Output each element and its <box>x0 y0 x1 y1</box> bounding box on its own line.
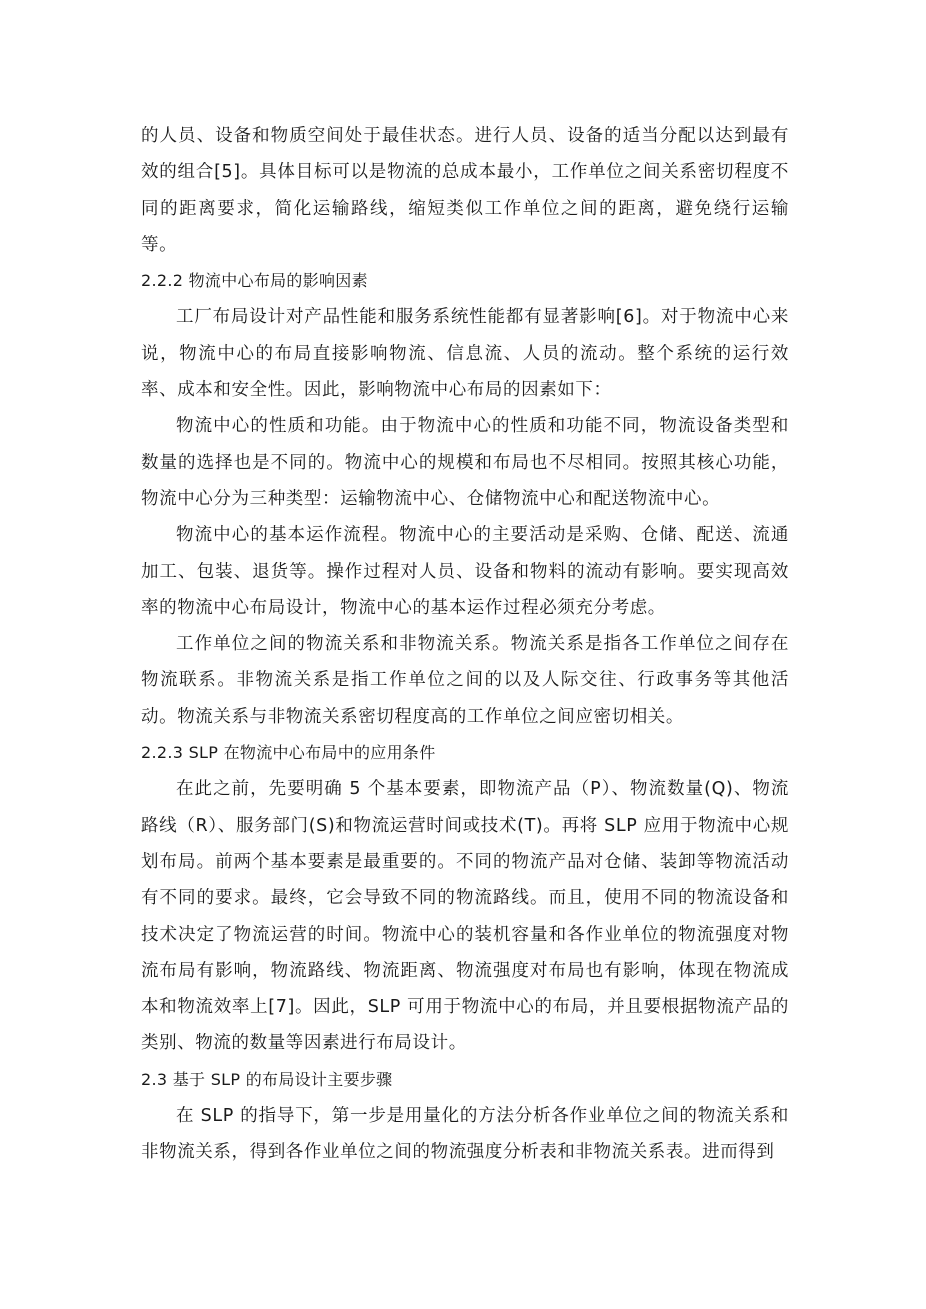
paragraph-nature-and-function: 物流中心的性质和功能。由于物流中心的性质和功能不同，物流设备类型和数量的选择也是不同的。物流中心的规模和布局也不尽相同。按照其核心功能，物流中心分为三种类型：运输物流中心、仓储物流中心和配送物流中心。 <box>141 416 789 509</box>
section-heading-2-2-3: 2.2.3 SLP 在物流中心布局中的应用条件 <box>141 743 436 763</box>
section-heading-2-2-2: 2.2.2 物流中心布局的影响因素 <box>141 271 368 291</box>
paragraph-logistics-relations: 工作单位之间的物流关系和非物流关系。物流关系是指各工作单位之间存在物流联系。非物流关系是指工作单位之间的以及人际交往、行政事务等其他活动。物流关系与非物流关系密切程度高的工作单位之间应密切相关。 <box>141 634 789 727</box>
paragraph-slp-conditions: 在此之前，先要明确 5 个基本要素，即物流产品（P）、物流数量(Q)、物流路线（R）、服务部门(S)和物流运营时间或技术(T)。再将 SLP 应用于物流中心规划布局。前两个基本要素是最重要的。不同的物流产品对仓储、装卸等物流活动有不同的要求。最终，它会导致不同的物流路线。而且，使用不同的物流设备和技术决定了物流运营的时间。物流中心的装机容量和各作业单位的物流强度对物流布局有影响，物流路线、物流距离、物流强度对布局也有影响，体现在物流成本和物流效率上[7]。因此，SLP 可用于物流中心的布局，并且要根据物流产品的类别、物流的数量等因素进行布局设计。 <box>141 779 789 1054</box>
paragraph-basic-operation-process: 物流中心的基本运作流程。物流中心的主要活动是采购、仓储、配送、流通加工、包装、退货等。操作过程对人员、设备和物料的流动有影响。要实现高效率的物流中心布局设计，物流中心的基本运作过程必须充分考虑。 <box>141 525 789 618</box>
section-heading-2-3: 2.3 基于 SLP 的布局设计主要步骤 <box>141 1069 393 1089</box>
paragraph-layout-design-impact: 工厂布局设计对产品性能和服务系统性能都有显著影响[6]。对于物流中心来说，物流中心的布局直接影响物流、信息流、人员的流动。整个系统的运行效率、成本和安全性。因此，影响物流中心布局的因素如下： <box>141 307 789 401</box>
paragraph-slp-steps: 在 SLP 的指导下，第一步是用量化的方法分析各作业单位之间的物流关系和非物流关系，得到各作业单位之间的物流强度分析表和非物流关系表。进而得到 <box>141 1106 789 1163</box>
paragraph-continuation: 的人员、设备和物质空间处于最佳状态。进行人员、设备的适当分配以达到最有效的组合[5]。具体目标可以是物流的总成本最小，工作单位之间关系密切程度不同的距离要求，简化运输路线，缩短类似工作单位之间的距离，避免绕行运输等。 <box>141 126 789 255</box>
document-body <box>141 118 789 1171</box>
